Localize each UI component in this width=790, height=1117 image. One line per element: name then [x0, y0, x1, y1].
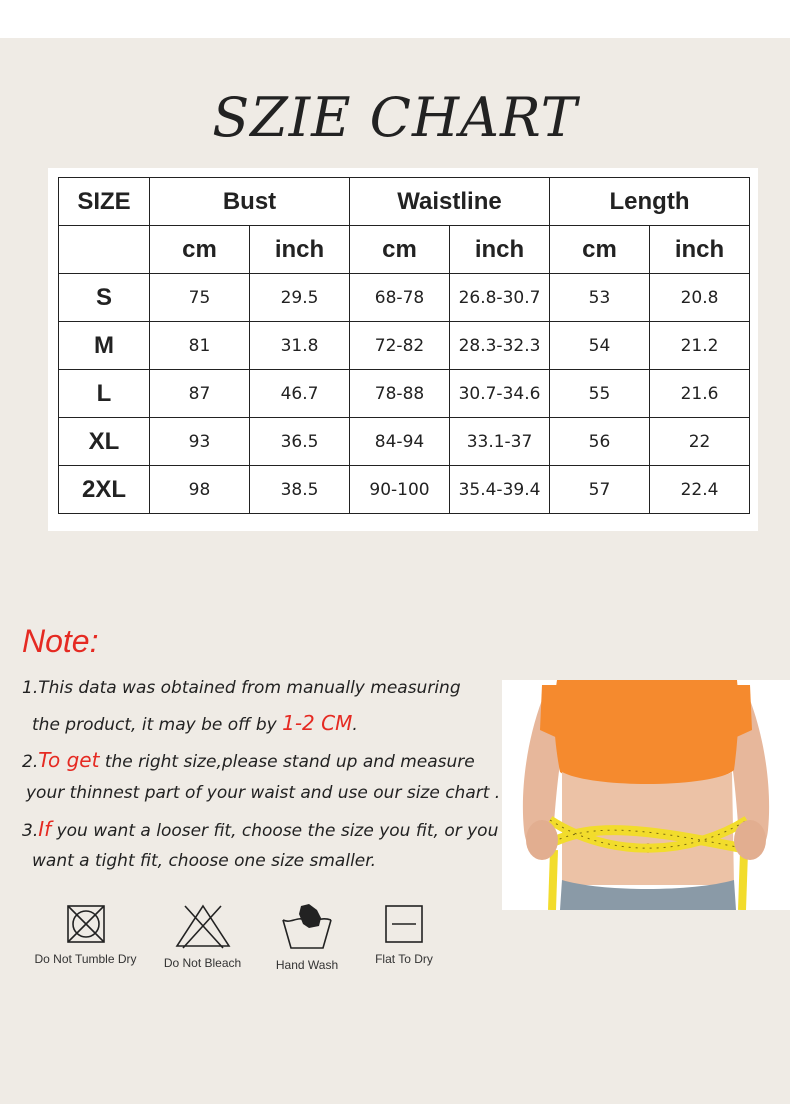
table-subheader-row: [59, 226, 750, 274]
table-row: [59, 466, 750, 514]
do-not-tumble-dry-icon: [64, 902, 108, 946]
size-cell: 2XL: [59, 466, 150, 514]
hand-wash-icon: [279, 902, 335, 952]
length-inch-cell: 20.8: [650, 274, 750, 322]
length-cm-cell: 53: [550, 274, 650, 322]
header-length: Length: [550, 178, 750, 226]
note-3-number: 3.: [22, 821, 39, 841]
size-cell: L: [59, 370, 150, 418]
note-1-text: 1.This data was obtained from manually measuring: [22, 678, 461, 698]
length-inch-cell: 21.6: [650, 370, 750, 418]
table-row: [59, 322, 750, 370]
page-title: SZIE CHART: [212, 86, 578, 149]
waist-inch-cell: 33.1-37: [450, 418, 550, 466]
care-do-not-bleach: [155, 902, 250, 970]
size-cell: M: [59, 322, 150, 370]
measuring-waist-photo: [502, 680, 790, 910]
note-1-text-2: the product, it may be off by: [32, 715, 283, 735]
waist-inch-cell: 26.8-30.7: [450, 274, 550, 322]
care-flat-to-dry: [366, 902, 442, 966]
bust-inch-cell: 46.7: [250, 370, 350, 418]
flat-to-dry-icon: [382, 902, 426, 946]
length-cm-cell: 54: [550, 322, 650, 370]
bust-cm-cell: 75: [150, 274, 250, 322]
table-row: [59, 274, 750, 322]
size-cell: S: [59, 274, 150, 322]
length-cm-cell: 55: [550, 370, 650, 418]
waist-inch-cell: 28.3-32.3: [450, 322, 550, 370]
table-header-row: [59, 178, 750, 226]
note-2-highlight: To get: [38, 748, 100, 772]
size-chart-table: [58, 177, 750, 514]
header-bust: Bust: [150, 178, 350, 226]
note-2-line-2: [26, 783, 500, 803]
bust-cm-cell: 87: [150, 370, 250, 418]
note-2-number: 2.: [22, 752, 39, 772]
note-2-text-2: your thinnest part of your waist and use our size chart .: [26, 783, 501, 803]
table-row: [59, 370, 750, 418]
care-label: Hand Wash: [275, 958, 339, 972]
size-chart-table-card: [48, 168, 758, 531]
length-inch-cell: 22: [650, 418, 750, 466]
waist-cm-cell: 68-78: [350, 274, 450, 322]
note-3-text: you want a looser fit, choose the size you fit, or you: [51, 821, 499, 841]
waist-cm-cell: 84-94: [350, 418, 450, 466]
bust-cm-cell: 98: [150, 466, 250, 514]
table-row: [59, 418, 750, 466]
waist-cm-cell: 78-88: [350, 370, 450, 418]
note-3-line-2: [32, 851, 376, 871]
care-label: Flat To Dry: [375, 952, 433, 966]
length-cm-cell: 56: [550, 418, 650, 466]
bust-inch-cell: 36.5: [250, 418, 350, 466]
subheader-unit: cm: [550, 226, 650, 274]
do-not-bleach-icon: [173, 902, 233, 950]
care-label: Do Not Bleach: [163, 956, 242, 970]
care-label: Do Not Tumble Dry: [34, 952, 137, 966]
subheader-unit: inch: [250, 226, 350, 274]
size-cell: XL: [59, 418, 150, 466]
bust-inch-cell: 31.8: [250, 322, 350, 370]
header-waistline: Waistline: [350, 178, 550, 226]
subheader-unit: inch: [650, 226, 750, 274]
header-blank: [59, 226, 150, 274]
note-1-line-1: [22, 678, 461, 698]
note-title: Note:: [22, 623, 99, 659]
note-2-text: the right size,please stand up and measure: [99, 752, 475, 772]
note-1-highlight: 1-2 CM: [282, 711, 353, 735]
bust-cm-cell: 93: [150, 418, 250, 466]
waist-inch-cell: 30.7-34.6: [450, 370, 550, 418]
measuring-waist-illustration: [502, 680, 790, 910]
bust-inch-cell: 38.5: [250, 466, 350, 514]
subheader-unit: cm: [150, 226, 250, 274]
subheader-unit: cm: [350, 226, 450, 274]
bust-inch-cell: 29.5: [250, 274, 350, 322]
note-2-line-1: [22, 748, 475, 772]
note-1-end: .: [352, 715, 358, 735]
care-do-not-tumble-dry: [28, 902, 143, 966]
note-3-line-1: [22, 817, 498, 841]
waist-inch-cell: 35.4-39.4: [450, 466, 550, 514]
subheader-unit: inch: [450, 226, 550, 274]
length-cm-cell: 57: [550, 466, 650, 514]
bust-cm-cell: 81: [150, 322, 250, 370]
header-size: SIZE: [59, 178, 150, 226]
note-1-line-2: [32, 711, 358, 735]
care-hand-wash: [266, 902, 348, 972]
length-inch-cell: 21.2: [650, 322, 750, 370]
note-3-highlight: If: [38, 817, 52, 841]
waist-cm-cell: 90-100: [350, 466, 450, 514]
waist-cm-cell: 72-82: [350, 322, 450, 370]
note-3-text-2: want a tight fit, choose one size smaller.: [32, 851, 377, 871]
length-inch-cell: 22.4: [650, 466, 750, 514]
